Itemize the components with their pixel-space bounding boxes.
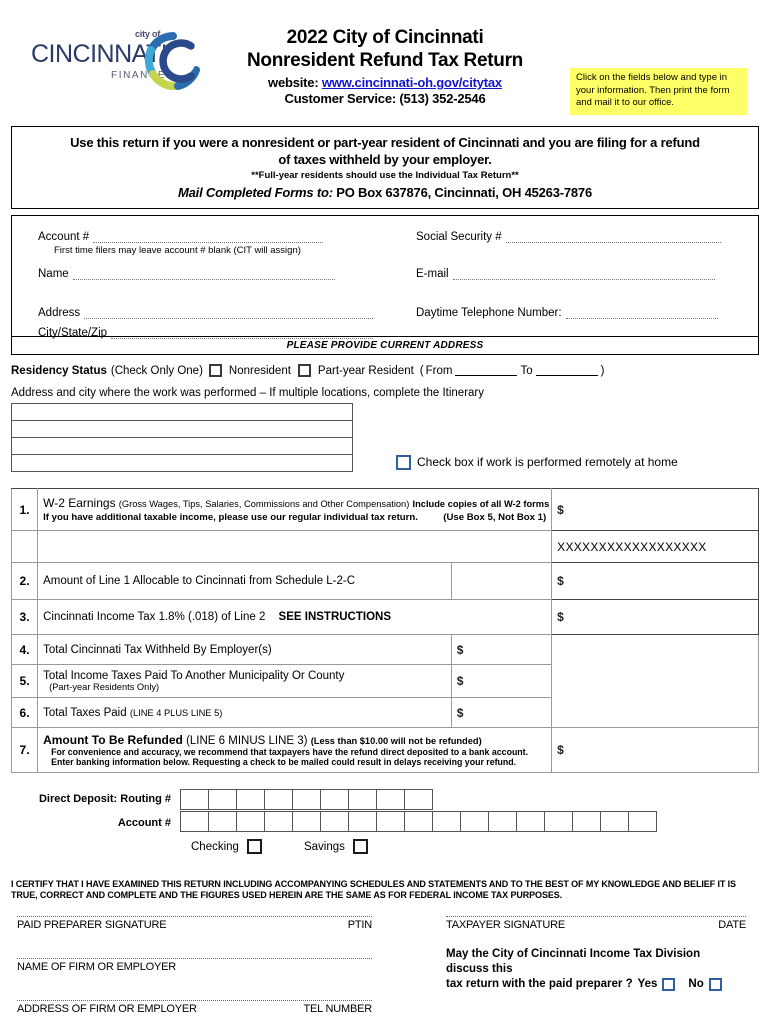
line-1-number: 1. — [12, 489, 38, 531]
line-1-description — [38, 489, 552, 531]
account-digit-box[interactable] — [320, 811, 349, 832]
routing-number-boxes[interactable] — [181, 789, 433, 810]
discuss-no-label: No — [688, 978, 704, 990]
form-title-name: Nonresident Refund Tax Return — [247, 50, 523, 71]
work-location-prompt: Address and city where the work was performed – If multiple locations, complete the Itinerary — [11, 387, 484, 399]
ssn-input[interactable] — [506, 230, 721, 243]
part-year-paren-open: ( — [419, 364, 424, 377]
line-1-amount-cell[interactable] — [552, 489, 759, 531]
preparer-column — [17, 915, 372, 1015]
routing-digit-box[interactable] — [292, 789, 321, 810]
line-4-description: Total Cincinnati Tax Withheld By Employer(s) — [38, 635, 452, 665]
routing-digit-box[interactable] — [348, 789, 377, 810]
line-2-middle-cell[interactable] — [451, 563, 551, 600]
logo-city-of-text: city of — [135, 29, 161, 39]
website-label: website: — [268, 75, 319, 90]
account-digit-box[interactable] — [516, 811, 545, 832]
routing-digit-box[interactable] — [236, 789, 265, 810]
account-digit-box[interactable] — [348, 811, 377, 832]
address-label: Address — [38, 307, 81, 319]
firm-name-label: NAME OF FIRM OR EMPLOYER — [17, 961, 176, 973]
line-5-dollar-sign: $ — [456, 674, 464, 688]
account-number-field[interactable] — [38, 230, 323, 243]
account-digit-box[interactable] — [264, 811, 293, 832]
discuss-line1: May the City of Cincinnati Income Tax Division discuss this — [446, 948, 701, 975]
tel-number-label: TEL NUMBER — [303, 1003, 372, 1015]
routing-digit-box[interactable] — [180, 789, 209, 810]
line-3-dollar-sign: $ — [557, 610, 564, 624]
savings-label: Savings — [303, 840, 345, 853]
account-digit-box[interactable] — [404, 811, 433, 832]
line-3-title: Cincinnati Income Tax 1.8% (.018) of Line 2 — [43, 611, 266, 623]
email-input[interactable] — [453, 267, 715, 280]
table-row — [12, 489, 759, 531]
routing-digit-box[interactable] — [208, 789, 237, 810]
line-5-subtitle: (Part-year Residents Only) — [49, 682, 160, 692]
remote-work-row — [396, 452, 759, 472]
account-number-input[interactable] — [93, 230, 323, 243]
account-digit-box[interactable] — [432, 811, 461, 832]
mail-address: PO Box 637876, Cincinnati, OH 45263-7876 — [336, 185, 592, 200]
checkbox-discuss-yes[interactable] — [662, 978, 675, 991]
account-digit-box[interactable] — [236, 811, 265, 832]
line-3-description — [38, 600, 552, 635]
taxpayer-info-box — [11, 215, 759, 355]
work-location-itinerary-table — [11, 403, 353, 472]
routing-digit-box[interactable] — [376, 789, 405, 810]
line-7-amount-cell[interactable] — [552, 728, 759, 773]
logo-cincinnati-text: CINCINNATI — [31, 40, 168, 68]
city-state-zip-label: City/State/Zip — [38, 327, 108, 339]
mail-label: Mail Completed Forms to: — [178, 185, 333, 200]
line-1-additional-income-note: If you have additional taxable income, please use our regular individual tax return. — [43, 512, 418, 523]
line-1-dollar-sign: $ — [557, 502, 564, 517]
checkbox-savings[interactable] — [353, 839, 368, 854]
checkbox-nonresident[interactable] — [209, 364, 222, 377]
firm-address-label: ADDRESS OF FIRM OR EMPLOYER — [17, 1003, 197, 1015]
signature-section — [11, 915, 759, 1025]
line-7-title: Amount To Be Refunded — [43, 733, 183, 747]
use-this-return-box — [11, 126, 759, 209]
ssn-label: Social Security # — [416, 231, 502, 243]
form-title-year-city: 2022 City of Cincinnati — [286, 27, 484, 48]
certification-statement — [11, 879, 759, 901]
ssn-field[interactable] — [416, 230, 721, 243]
mail-instructions — [22, 185, 748, 200]
discuss-yes-label: Yes — [637, 978, 658, 990]
line-5-description — [38, 665, 452, 698]
use-return-line2: of taxes withheld by your employer. — [278, 152, 492, 167]
work-location-section — [11, 387, 759, 472]
remote-work-label: Check box if work is performed remotely at home — [417, 455, 678, 469]
account-digit-box[interactable] — [628, 811, 657, 832]
line-1-title: W-2 Earnings — [43, 496, 116, 510]
line-7-formula: (LINE 6 MINUS LINE 3) — [186, 735, 308, 747]
line-4-number: 4. — [12, 635, 38, 665]
address-field[interactable] — [38, 306, 373, 319]
taxpayer-signature-label: TAXPAYER SIGNATURE — [446, 919, 566, 931]
masked-amount-cell — [552, 531, 759, 563]
line-6-amount-cell[interactable] — [451, 698, 551, 728]
account-digit-box[interactable] — [544, 811, 573, 832]
line-6-description — [38, 698, 452, 728]
itinerary-row[interactable] — [12, 438, 352, 455]
firm-address-input[interactable] — [17, 999, 372, 1001]
account-number-boxes[interactable] — [181, 811, 657, 832]
part-year-resident-label: Part-year Resident — [317, 364, 414, 377]
residency-status-label: Residency Status — [11, 364, 107, 377]
checkbox-discuss-no[interactable] — [709, 978, 722, 991]
line-1-use-box-note: (Use Box 5, Not Box 1) — [443, 512, 547, 523]
full-year-resident-note: **Full-year residents should use the Individual Tax Return** — [251, 170, 519, 181]
account-digit-box[interactable] — [488, 811, 517, 832]
part-year-to-label: To — [520, 364, 533, 377]
account-digit-box[interactable] — [460, 811, 489, 832]
daytime-phone-field[interactable] — [416, 306, 718, 319]
line-3-amount-cell[interactable] — [552, 600, 759, 635]
line-6-dollar-sign: $ — [456, 705, 464, 720]
routing-digit-box[interactable] — [320, 789, 349, 810]
daytime-phone-label: Daytime Telephone Number: — [416, 307, 562, 319]
spacer-row-blank — [38, 531, 552, 563]
account-digit-box[interactable] — [376, 811, 405, 832]
residency-instruction: (Check Only One) — [110, 364, 203, 377]
account-digit-box[interactable] — [292, 811, 321, 832]
fillable-instructions-note: Click on the fields below and type in your information. Then print the form and mail it to our office. — [570, 68, 747, 115]
account-digit-box[interactable] — [600, 811, 629, 832]
line-7-dollar-sign: $ — [557, 743, 564, 757]
line-7-minimum-note: (Less than $10.00 will not be refunded) — [310, 736, 482, 746]
line-4-dollar-sign: $ — [456, 642, 464, 657]
table-row — [12, 728, 759, 773]
address-input[interactable] — [84, 306, 373, 319]
account-number-dd-label: Account # — [117, 817, 171, 829]
line-2-description: Amount of Line 1 Allocable to Cincinnati from Schedule L-2-C — [38, 563, 452, 600]
itinerary-row[interactable] — [12, 421, 352, 438]
checkbox-part-year-resident[interactable] — [298, 364, 311, 377]
date-label: DATE — [718, 919, 746, 931]
routing-digit-box[interactable] — [264, 789, 293, 810]
form-header — [11, 0, 759, 122]
first-time-filer-note: First time filers may leave account # blank (CIT will assign) — [54, 245, 301, 256]
website-link[interactable]: www.cincinnati-oh.gov/citytax — [321, 75, 502, 90]
discuss-line2: tax return with the paid preparer ? — [446, 978, 633, 990]
use-return-line1: Use this return if you were a nonresident or part-year resident of Cincinnati and you are filing for a refund — [70, 135, 700, 150]
line-6-number: 6. — [12, 698, 38, 728]
table-row — [12, 600, 759, 635]
checkbox-remote-work[interactable] — [396, 455, 411, 470]
taxpayer-signature-input[interactable] — [446, 915, 746, 917]
lines-4-6-blank-cell — [552, 635, 759, 728]
taxpayer-column — [446, 915, 746, 992]
email-label: E-mail — [416, 268, 449, 280]
line-4-amount-cell[interactable] — [451, 635, 551, 665]
routing-number-label: Direct Deposit: Routing # — [38, 793, 171, 805]
certification-line2: TRUE, CORRECT AND COMPLETE AND THE FIGURES USED HEREIN ARE THE SAME AS FOR FEDERAL INCOME TAX PURPOSES. — [11, 890, 563, 900]
line-3-see-instructions: SEE INSTRUCTIONS — [278, 611, 392, 623]
name-label: Name — [38, 268, 69, 280]
firm-name-input[interactable] — [17, 957, 372, 959]
part-year-paren-close: ) — [600, 364, 605, 377]
certification-line1: I CERTIFY THAT I HAVE EXAMINED THIS RETURN INCLUDING ACCOMPANYING SCHEDULES AND STATEMENTS AND TO THE BEST OF MY KNOWLEDGE AND BELIEF IT IS — [11, 879, 736, 889]
table-row — [12, 563, 759, 600]
line-2-dollar-sign: $ — [557, 574, 564, 588]
residency-status-row — [11, 364, 759, 377]
line-1-desc-paren: (Gross Wages, Tips, Salaries, Commissions and Other Compensation) — [118, 499, 410, 509]
line-7-sub1: For convenience and accuracy, we recommend that taxpayers have the refund direct deposited to a bank account. — [51, 747, 529, 757]
preparer-signature-label: PAID PREPARER SIGNATURE — [17, 919, 167, 931]
name-field[interactable] — [38, 267, 335, 280]
email-field[interactable] — [416, 267, 715, 280]
line-7-sub2: Enter banking information below. Requesting a check to be mailed could result in delays receiving your refund. — [51, 757, 517, 767]
line-1-desc-bold: Include copies of all W-2 forms — [412, 499, 550, 509]
line-5-number: 5. — [12, 665, 38, 698]
itinerary-row[interactable] — [12, 404, 352, 421]
checkbox-checking[interactable] — [247, 839, 262, 854]
part-year-to-input[interactable] — [536, 365, 598, 376]
preparer-discussion-authorization — [446, 947, 746, 992]
line-6-title: Total Taxes Paid — [43, 706, 127, 719]
part-year-from-label: From — [425, 364, 453, 377]
account-type-options — [191, 839, 368, 854]
line-2-amount-cell[interactable] — [552, 563, 759, 600]
direct-deposit-section — [11, 787, 759, 853]
account-number-label: Account # — [38, 231, 90, 243]
logo-finance-text: FINANCE — [111, 70, 167, 81]
table-row — [12, 635, 759, 665]
daytime-phone-input[interactable] — [566, 306, 718, 319]
line-2-number: 2. — [12, 563, 38, 600]
itinerary-row[interactable] — [12, 455, 352, 472]
line-3-number: 3. — [12, 600, 38, 635]
line-6-formula: (LINE 4 PLUS LINE 5) — [129, 707, 223, 718]
table-row — [12, 531, 759, 563]
account-digit-box[interactable] — [572, 811, 601, 832]
name-input[interactable] — [73, 267, 335, 280]
checking-label: Checking — [191, 840, 239, 853]
nonresident-label: Nonresident — [228, 364, 291, 377]
tax-computation-table — [11, 488, 759, 773]
line-7-number: 7. — [12, 728, 38, 773]
please-provide-current-address-banner: PLEASE PROVIDE CURRENT ADDRESS — [12, 336, 758, 354]
customer-service-line: Customer Service: (513) 352-2546 — [284, 91, 486, 106]
preparer-signature-input[interactable] — [17, 915, 372, 917]
routing-digit-box[interactable] — [404, 789, 433, 810]
account-digit-box[interactable] — [180, 811, 209, 832]
line-7-description — [38, 728, 552, 773]
account-digit-box[interactable] — [208, 811, 237, 832]
ptin-label: PTIN — [347, 919, 372, 931]
line-5-amount-cell[interactable] — [451, 665, 551, 698]
part-year-from-input[interactable] — [455, 365, 517, 376]
spacer-row-number — [12, 531, 38, 563]
masked-amount-text: XXXXXXXXXXXXXXXXXX — [557, 539, 707, 554]
line-5-title: Total Income Taxes Paid To Another Municipality Or County — [43, 670, 345, 682]
